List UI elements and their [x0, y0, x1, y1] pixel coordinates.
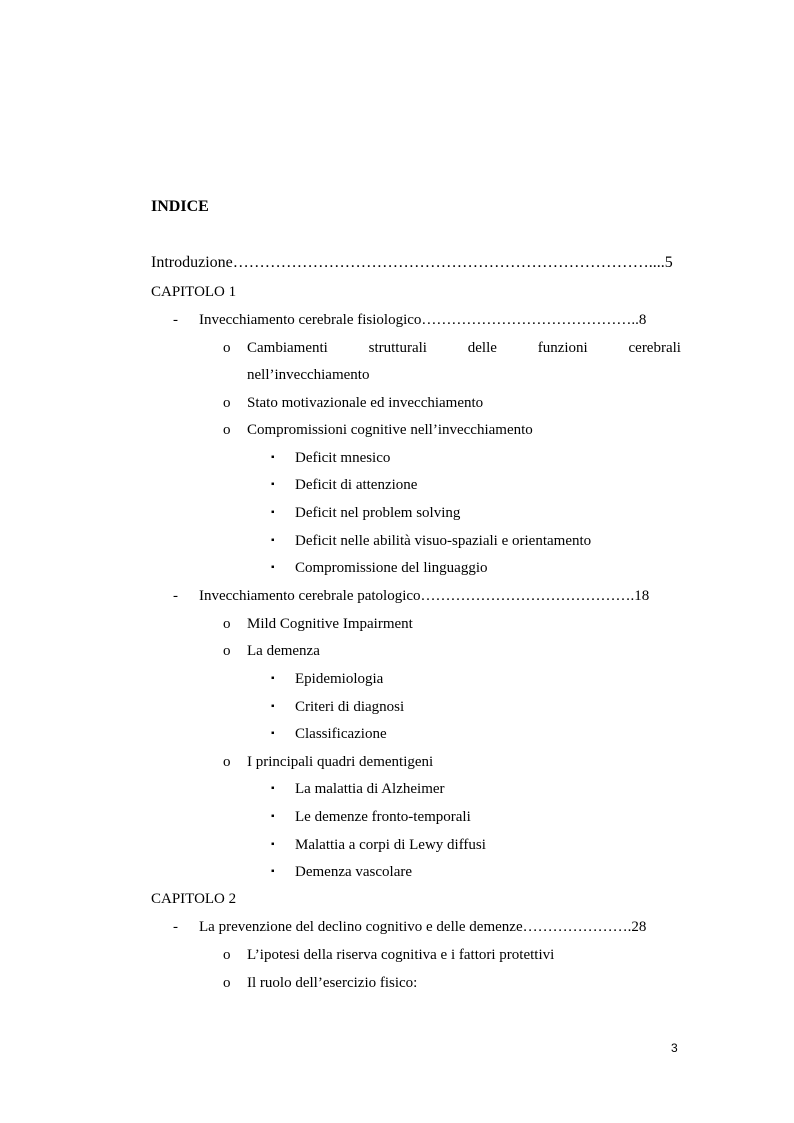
toc-entry-mci: Mild Cognitive Impairment — [247, 616, 413, 632]
word: funzioni — [537, 340, 588, 356]
toc-entry-cambiamenti — [247, 339, 681, 357]
square-bullet: ▪ — [271, 535, 275, 546]
square-bullet: ▪ — [271, 839, 275, 850]
circle-bullet: o — [223, 643, 231, 659]
toc-subentry: Deficit nelle abilità visuo-spaziali e orientamento — [295, 533, 592, 549]
toc-subentry: Epidemiologia — [295, 671, 384, 687]
toc-subentry: La malattia di Alzheimer — [295, 781, 445, 797]
square-bullet: ▪ — [271, 811, 275, 822]
circle-bullet: o — [223, 754, 231, 770]
square-bullet: ▪ — [271, 452, 275, 463]
toc-entry-motivazionale: Stato motivazionale ed invecchiamento — [247, 395, 484, 411]
toc-subentry: Malattia a corpi di Lewy diffusi — [295, 837, 486, 853]
toc-subentry: Deficit mnesico — [295, 450, 391, 466]
toc-entry-demenza: La demenza — [247, 643, 320, 659]
word: Cambiamenti — [247, 340, 328, 356]
word: delle — [467, 340, 497, 356]
square-bullet: ▪ — [271, 728, 275, 739]
square-bullet: ▪ — [271, 866, 275, 877]
toc-entry-riserva: L’ipotesi della riserva cognitiva e i fattori protettivi — [247, 947, 555, 963]
circle-bullet: o — [223, 422, 231, 438]
toc-subentry: Deficit di attenzione — [295, 477, 418, 493]
word: cerebrali — [628, 340, 681, 356]
toc-entry-prevenzione: La prevenzione del declino cognitivo e delle demenze………………….28 — [199, 919, 647, 935]
toc-subentry: Le demenze fronto-temporali — [295, 809, 471, 825]
dash-bullet: - — [173, 588, 178, 604]
toc-entry-compromissioni: Compromissioni cognitive nell’invecchiamento — [247, 422, 533, 438]
toc-subentry: Criteri di diagnosi — [295, 699, 405, 715]
toc-subentry: Deficit nel problem solving — [295, 505, 461, 521]
toc-entry-esercizio: Il ruolo dell’esercizio fisico: — [247, 975, 418, 991]
page-number: 3 — [671, 1041, 678, 1055]
dash-bullet: - — [173, 312, 178, 328]
toc-entry-quadri: I principali quadri dementigeni — [247, 754, 434, 770]
circle-bullet: o — [223, 975, 231, 991]
toc-entry-introduzione: Introduzione……………………………………………………………………....5 — [151, 254, 673, 271]
toc-subentry: Compromissione del linguaggio — [295, 560, 488, 576]
square-bullet: ▪ — [271, 479, 275, 490]
toc-entry-patologico: Invecchiamento cerebrale patologico…………………………………….18 — [199, 588, 650, 604]
square-bullet: ▪ — [271, 783, 275, 794]
square-bullet: ▪ — [271, 507, 275, 518]
toc-entry-cambiamenti-cont: nell’invecchiamento — [247, 367, 370, 383]
index-title: INDICE — [151, 198, 209, 215]
chapter-2-heading: CAPITOLO 2 — [151, 891, 237, 907]
toc-subentry: Demenza vascolare — [295, 864, 413, 880]
chapter-1-heading: CAPITOLO 1 — [151, 284, 237, 300]
circle-bullet: o — [223, 616, 231, 632]
circle-bullet: o — [223, 947, 231, 963]
toc-subentry: Classificazione — [295, 726, 387, 742]
dash-bullet: - — [173, 919, 178, 935]
square-bullet: ▪ — [271, 701, 275, 712]
square-bullet: ▪ — [271, 562, 275, 573]
circle-bullet: o — [223, 340, 231, 356]
circle-bullet: o — [223, 395, 231, 411]
word: strutturali — [368, 340, 427, 356]
toc-entry-fisiologico: Invecchiamento cerebrale fisiologico……………………………………..8 — [199, 312, 647, 328]
square-bullet: ▪ — [271, 673, 275, 684]
